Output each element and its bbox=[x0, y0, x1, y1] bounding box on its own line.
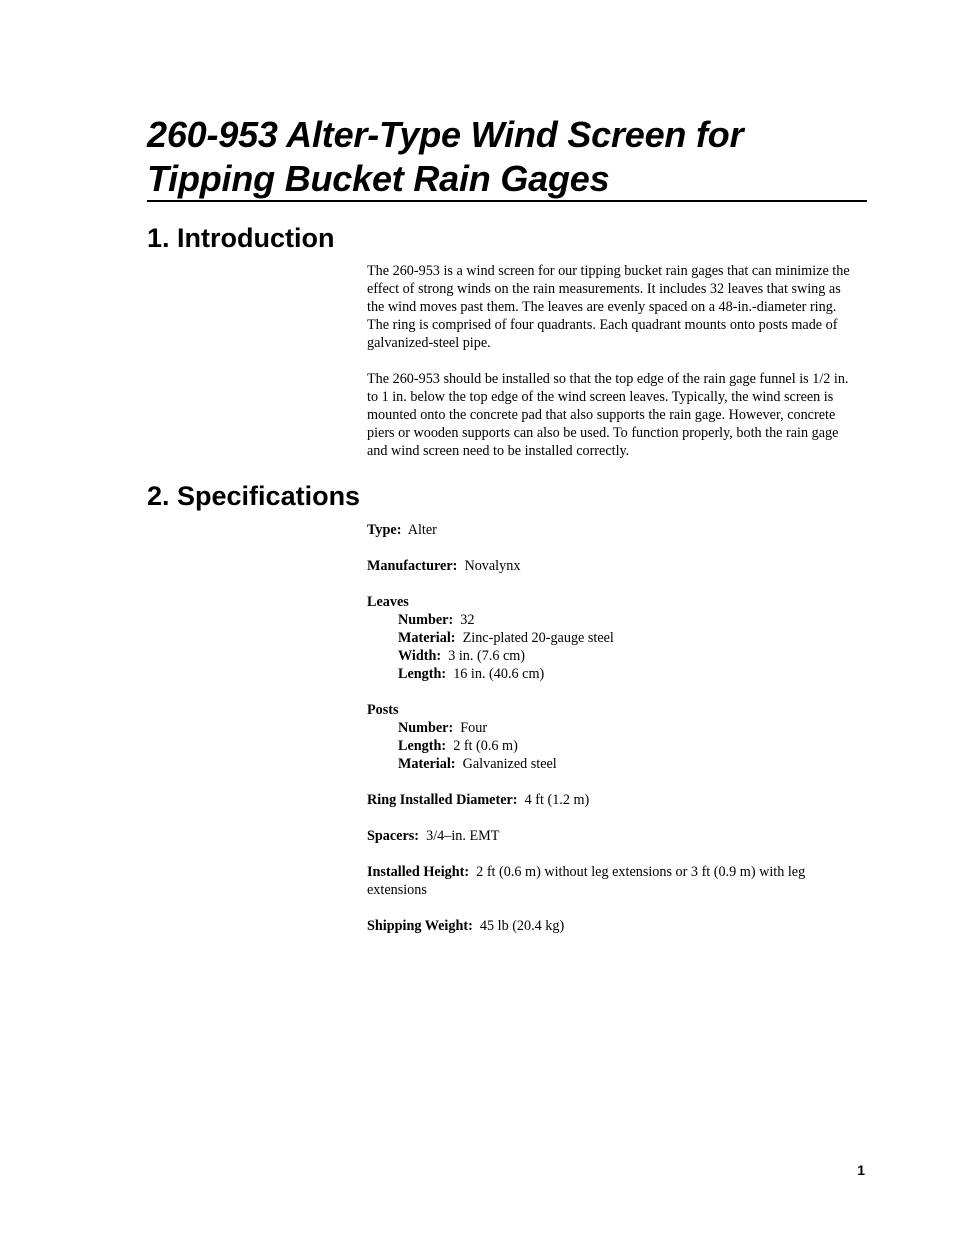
specifications-body bbox=[367, 521, 859, 935]
spec-leaves-material bbox=[367, 629, 859, 647]
page-title: 260-953 Alter-Type Wind Screen for Tipping Bucket Rain Gages bbox=[147, 114, 744, 199]
spec-leaves-number bbox=[367, 611, 859, 629]
introduction-body bbox=[367, 262, 859, 478]
spec-ring-diameter bbox=[367, 791, 859, 809]
spec-label: Number: bbox=[398, 720, 454, 736]
spec-label: Ring Installed Diameter: bbox=[367, 792, 518, 808]
spec-value: 2 ft (0.6 m) bbox=[453, 738, 518, 754]
spec-value: Galvanized steel bbox=[462, 756, 557, 772]
spec-label: Type: bbox=[367, 522, 402, 538]
spec-value: 45 lb (20.4 kg) bbox=[479, 918, 565, 934]
spec-label: Length: bbox=[398, 666, 447, 682]
spec-value: 4 ft (1.2 m) bbox=[524, 792, 590, 808]
spec-label: Width: bbox=[398, 648, 442, 664]
spec-posts-number bbox=[367, 719, 859, 737]
introduction-heading: 1. Introduction bbox=[147, 223, 335, 253]
spec-value: 2 ft (0.6 m) without leg extensions or 3 ft (0.9 m) with leg extensions bbox=[367, 864, 806, 898]
spec-posts-material bbox=[367, 755, 859, 773]
spec-value: Alter bbox=[407, 522, 437, 538]
title-rule bbox=[147, 200, 867, 202]
spec-value: Zinc-plated 20-gauge steel bbox=[462, 630, 614, 646]
spec-leaves-width bbox=[367, 647, 859, 665]
specifications-heading: 2. Specifications bbox=[147, 481, 361, 511]
spec-label: Material: bbox=[398, 756, 456, 772]
page-number: 1 bbox=[857, 1162, 865, 1178]
spec-installed-height bbox=[367, 863, 859, 899]
spec-value: 3/4–in. EMT bbox=[426, 828, 500, 844]
spec-type bbox=[367, 521, 859, 539]
spec-group-leaves bbox=[367, 593, 859, 683]
spec-label: Length: bbox=[398, 738, 447, 754]
introduction-paragraph: The 260-953 is a wind screen for our tipping bucket rain gages that can minimize the effect of strong winds on the rain measurements. It includes 32 leaves that swing as the wind moves past them. The leaves are evenly spaced on a 48-in.-diameter ring. The ring is comprised of four quadrants. Each quadrant mounts onto posts made of galvanized-steel pipe. bbox=[367, 263, 850, 351]
spec-manufacturer bbox=[367, 557, 859, 575]
spec-value: Four bbox=[460, 720, 488, 736]
spec-label: Number: bbox=[398, 612, 454, 628]
spec-value: Novalynx bbox=[464, 558, 521, 574]
spec-value: 3 in. (7.6 cm) bbox=[448, 648, 526, 664]
spec-value: 16 in. (40.6 cm) bbox=[453, 666, 545, 682]
spec-leaves-length bbox=[367, 665, 859, 683]
spec-value: 32 bbox=[460, 612, 475, 628]
spec-label: Manufacturer: bbox=[367, 558, 458, 574]
spec-spacers bbox=[367, 827, 859, 845]
spec-shipping-weight bbox=[367, 917, 859, 935]
spec-label: Spacers: bbox=[367, 828, 420, 844]
spec-label: Installed Height: bbox=[367, 864, 470, 880]
spec-posts-length bbox=[367, 737, 859, 755]
spec-label: Shipping Weight: bbox=[367, 918, 473, 934]
introduction-paragraph: The 260-953 should be installed so that the top edge of the rain gage funnel is 1/2 in. to 1 in. below the top edge of the wind screen leaves. Typically, the wind screen is mounted onto the concrete pad that also supports the rain gage. However, concrete piers or wooden supports can also be used. To function properly, both the rain gage and wind screen need to be installed correctly. bbox=[367, 371, 849, 459]
spec-group-heading: Posts bbox=[367, 702, 399, 718]
spec-group-heading: Leaves bbox=[367, 594, 409, 610]
spec-label: Material: bbox=[398, 630, 456, 646]
spec-group-posts bbox=[367, 701, 859, 773]
